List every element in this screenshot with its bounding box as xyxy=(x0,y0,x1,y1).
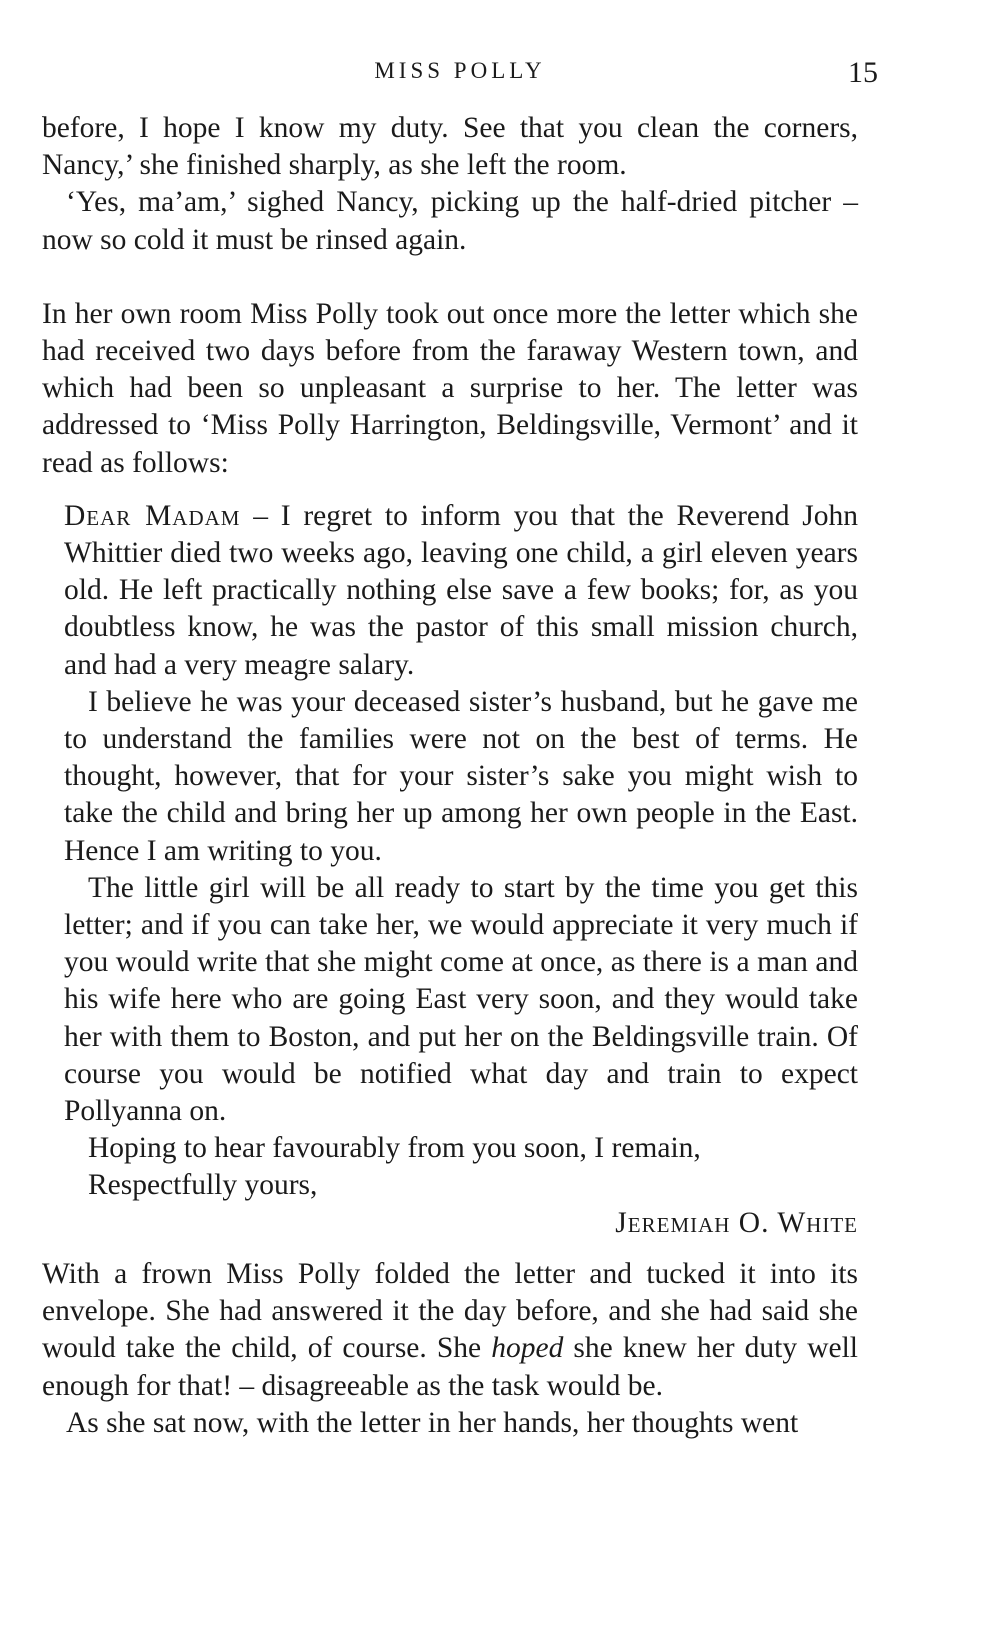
folded-text-a: With a frown Miss Polly folded the letter and tucked it into its envelope. She had answered it the day before, and she had said she would take the child, of course. She xyxy=(42,1257,858,1365)
letter-paragraph-4: Hoping to hear favourably from you soon, I remain, xyxy=(88,1132,701,1165)
paragraph-thoughts: As she sat now, with the letter in her hands, her thoughts went xyxy=(66,1406,799,1439)
letter-salutation: Dear Madam xyxy=(64,499,241,532)
letter-paragraph-1 xyxy=(64,498,858,684)
letter-closing: Respectfully yours, xyxy=(88,1169,318,1202)
quoted-letter xyxy=(64,498,858,1242)
page-number: 15 xyxy=(848,56,878,89)
paragraph-nancy: ‘Yes, ma’am,’ sighed Nancy, picking up the half-dried pitcher – now so cold it must be rinsed again. xyxy=(42,186,858,256)
folded-text-b: she knew her duty well enough for that! – disagreeable as the task would be. xyxy=(42,1332,858,1402)
body-text xyxy=(42,110,858,1442)
letter-paragraph-3: The little girl will be all ready to start by the time you get this letter; and if you can take her, we would appreciate it very much if you would write that she might come at once, as there is a man and his wife here who are going East very soon, and they would take her with them to Boston, and put her on the Beldingsville train. Of course you would be notified what day and train to expect Pollyanna on. xyxy=(64,871,858,1128)
running-title: MISS POLLY xyxy=(374,58,546,83)
emphasis-hoped: hoped xyxy=(491,1332,564,1365)
paragraph-continued: before, I hope I know my duty. See that you clean the corners, Nancy,’ she finished sharply, as she left the room. xyxy=(42,112,858,182)
letter-signature: Jeremiah O. White xyxy=(615,1206,858,1239)
paragraph-letter-intro: In her own room Miss Polly took out once more the letter which she had received two days before from the faraway Western town, and which had been so unpleasant a surprise to her. The letter was addressed to ‘Miss Polly Harrington, Beldingsville, Vermont’ and it read as follows: xyxy=(42,297,858,479)
paragraph-folded-letter xyxy=(42,1256,858,1405)
letter-paragraph-2: I believe he was your deceased sister’s husband, but he gave me to understand the families were not on the best of terms. He thought, however, that for your sister’s sake you might wish to take the child and bring her up among her own people in the East. Hence I am writing to you. xyxy=(64,685,858,867)
letter-paragraph-1-text: – I regret to inform you that the Reverend John Whittier died two weeks ago, leaving one child, a girl eleven years old. He left practically nothing else save a few books; for, as you doubtless know, he was the pastor of this small mission church, and had a very meagre salary. xyxy=(64,499,858,681)
page-header xyxy=(0,56,1000,96)
